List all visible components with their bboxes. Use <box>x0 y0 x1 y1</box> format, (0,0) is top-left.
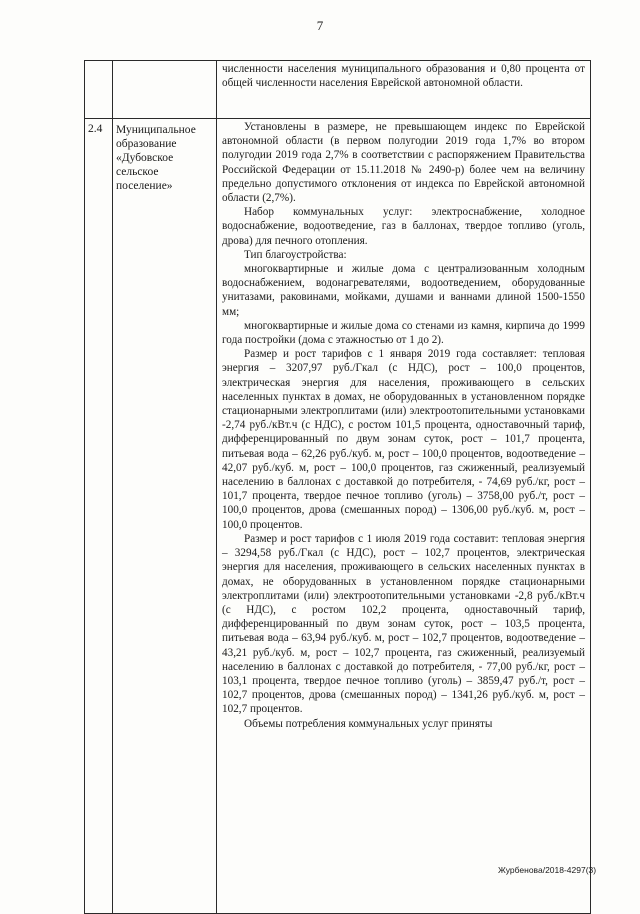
paragraph: Набор коммунальных услуг: электроснабжение, холодное водоснабжение, водоотведение, газ в баллонах, твердое топливо (уголь, дрова) для печного отопления. <box>222 206 585 247</box>
table-row <box>85 61 591 119</box>
row1-text: численности населения муниципального образования и 0,80 процента от общей численности населения Еврейской автономной области. <box>222 63 585 90</box>
paragraph: многоквартирные и жилые дома с централизованным холодным водоснабжением, водонагревателями, водоотведением, оборудованные унитазами, раковинами, мойками, душами и ваннами длиной 1500-1550 мм; <box>222 263 585 318</box>
paragraph: Размер и рост тарифов с 1 января 2019 года составляет: тепловая энергия – 3207,97 руб./Гкал (с НДС), рост – 100,0 процентов, электрическая энергия для населения, проживающего в сельских населенных пунктах в домах, не оборудованных в установленном порядке стационарными электроплитами (или) электроотопительными установками -2,74 руб./кВт.ч (с НДС), с ростом 101,5 процента, одноставочный тариф, дифференцированный по двум зонам суток, рост – 101,7 процента, питьевая вода – 62,26 руб./куб. м, рост – 100,0 процентов, водоотведение – 42,07 руб./куб. м, рост – 100,0 процентов, газ сжиженный, реализуемый населению в баллонах с доставкой до потребителя, - 74,69 руб./кг, рост – 101,7 процента, твердое печное топливо (уголь) – 3758,00 руб./т, рост – 100,0 процентов, дрова (смешанных пород) – 1306,00 руб./куб. м, рост – 100,0 процентов. <box>222 348 585 531</box>
paragraph: Размер и рост тарифов с 1 июля 2019 года составит: тепловая энергия – 3294,58 руб./Гкал (с НДС), рост – 102,7 процентов, электрическая энергия для населения, проживающего в сельских населенных пунктах в домах, не оборудованных в установленном порядке стационарными электроплитами (или) электроотопительными установками -2,8 руб./кВт.ч (с НДС), с ростом 102,2 процента, одноставочный тариф, дифференцированный по двум зонам суток, рост – 103,5 процента, питьевая вода – 63,94 руб./куб. м, рост – 102,7 процентов, водоотведение – 43,21 руб./куб. м, рост – 102,7 процента, газ сжиженный, реализуемый населению в баллонах с доставкой до потребителя, - 77,00 руб./кг, рост – 103,1 процента, твердое печное топливо (уголь) – 3859,47 руб./т, рост – 102,7 процентов, дрова (смешанных пород) – 1341,26 руб./куб. м, рост – 102,7 процентов. <box>222 532 585 716</box>
row-text-cell <box>217 61 591 119</box>
paragraph: Установлены в размере, не превышающем индекс по Еврейской автономной области (в первом полугодии 2019 года 1,7% во втором полугодии 2019 года 2,7% в соответствии с распоряжением Правительства Российской Федерации от 15.11.2018 № 2490-р) более чем на величину предельно допустимого отклонения от индекса по Еврейской автономной области (2,7%). <box>222 121 585 205</box>
table-row <box>85 119 591 914</box>
tariff-table <box>84 60 591 914</box>
row-number: 2.4 <box>85 119 113 914</box>
paragraph: Тип благоустройства: <box>244 248 347 261</box>
municipality-name: Муниципальное образование «Дубовское сельское поселение» <box>113 119 217 914</box>
row-number-cell <box>85 61 113 119</box>
paragraph: Объемы потребления коммунальных услуг приняты <box>244 717 493 730</box>
paragraph: многоквартирные и жилые дома со стенами из камня, кирпича до 1999 года постройки (дома с этажностью от 1 до 2). <box>222 319 585 347</box>
row-name-cell <box>113 61 217 119</box>
document-code: Журбенова/2018-4297(3) <box>498 865 597 875</box>
page-number: 7 <box>316 18 324 33</box>
row-text-cell <box>217 119 591 914</box>
